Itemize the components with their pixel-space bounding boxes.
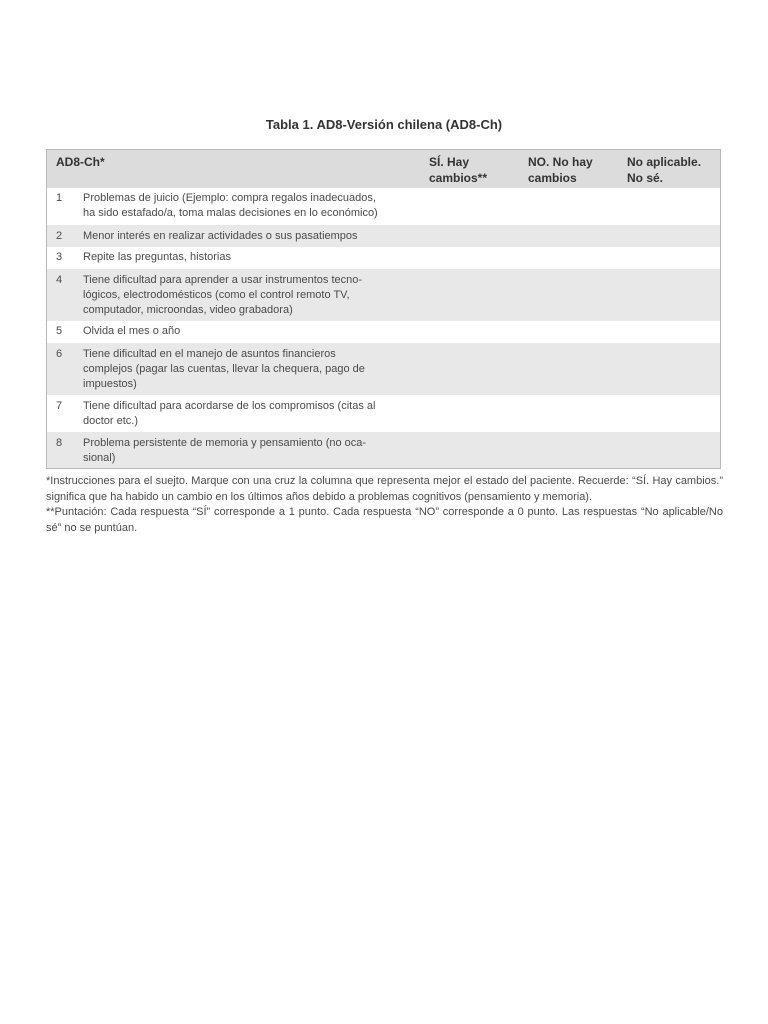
item-text: Tiene dificultad en el manejo de asuntos financieros complejos (pagar las cuentas, llevar la chequera, pago de impuestos) — [83, 348, 365, 390]
table-row — [47, 225, 720, 247]
header-ad8-ch: AD8-Ch* — [56, 155, 105, 169]
item-number: 1 — [56, 192, 63, 204]
footnote-instructions: *Instrucciones para el suejto. Marque con una cruz la columna que representa mejor el estado del paciente. Recuerde: “SÍ. Hay cambios.” significa que ha habido un cambio en los últimos años debido a problemas cognitivos (pensamiento y memoria). — [46, 475, 723, 503]
table-row — [47, 188, 720, 225]
table-title: Tabla 1. AD8-Versión chilena (AD8-Ch) — [265, 117, 503, 132]
item-text: Repite las preguntas, historias — [83, 251, 231, 263]
answer-cells[interactable] — [429, 347, 720, 395]
item-number: 3 — [56, 251, 63, 263]
answer-cells[interactable] — [429, 436, 720, 468]
header-no-hay-cambios: NO. No hay cambios — [528, 155, 593, 185]
item-text: Menor interés en realizar actividades o sus pasatiempos — [83, 230, 358, 242]
footnotes — [46, 474, 723, 536]
answer-cells[interactable] — [429, 324, 720, 343]
ad8-table — [46, 149, 721, 469]
answer-cells[interactable] — [429, 250, 720, 269]
table-row — [47, 247, 720, 269]
answer-cells[interactable] — [429, 399, 720, 432]
item-text: Problemas de juicio (Ejemplo: compra regalos inadecuados, ha sido estafado/a, toma malas decisiones en lo económico) — [83, 192, 378, 219]
footnote-scoring: **Puntación: Cada respuesta “SÍ” corresponde a 1 punto. Cada respuesta “NO” corresponde a 0 punto. Las respuestas “No aplicable/No sé” no se puntúan. — [46, 506, 723, 534]
table-row — [47, 395, 720, 432]
table-row — [47, 432, 720, 468]
table-row — [47, 269, 720, 321]
header-no-aplicable: No aplicable. No sé. — [627, 155, 702, 185]
item-number: 2 — [56, 230, 63, 242]
table-header-row — [47, 150, 720, 188]
item-text: Problema persistente de memoria y pensamiento (no oca- sional) — [83, 437, 367, 464]
item-text: Tiene dificultad para acordarse de los compromisos (citas al doctor etc.) — [83, 400, 376, 427]
table-row — [47, 321, 720, 343]
answer-cells[interactable] — [429, 273, 720, 321]
header-si-hay-cambios: SÍ. Hay cambios** — [429, 155, 488, 185]
item-number: 7 — [56, 400, 63, 412]
item-number: 4 — [56, 274, 63, 286]
answer-cells[interactable] — [429, 191, 720, 225]
item-number: 6 — [56, 348, 63, 360]
table-row — [47, 343, 720, 395]
answer-cells[interactable] — [429, 229, 720, 247]
item-number: 5 — [56, 325, 63, 337]
item-text: Olvida el mes o año — [83, 325, 181, 337]
item-number: 8 — [56, 437, 63, 449]
item-text: Tiene dificultad para aprender a usar instrumentos tecno- lógicos, electrodomésticos (como el control remoto TV, computador, microondas, video grabadora) — [83, 274, 363, 316]
